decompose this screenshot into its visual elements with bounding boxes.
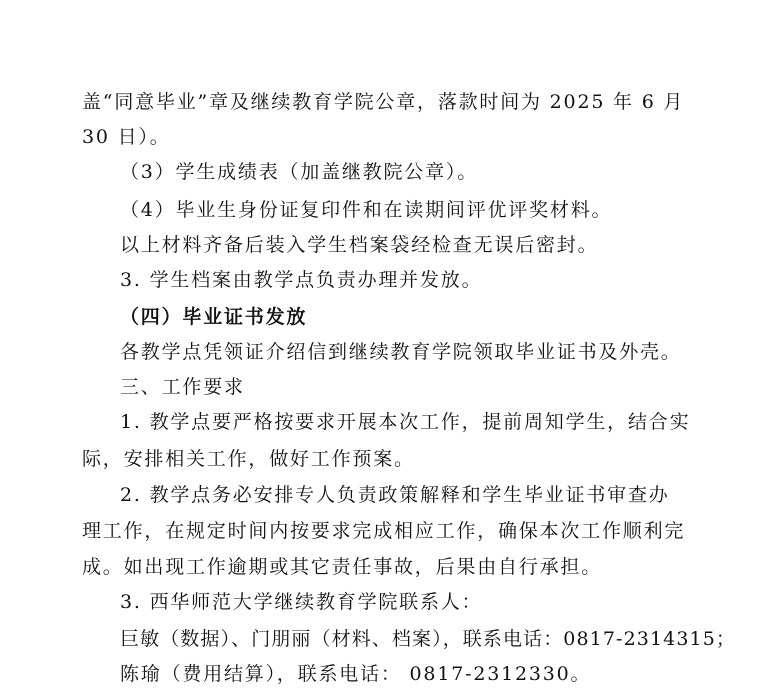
paragraph-line: 盖“同意毕业”章及继续教育学院公章，落款时间为 2025 年 6 月 — [82, 91, 685, 113]
paragraph-line: 30 日）。 — [82, 126, 171, 148]
paragraph-line: 2. 教学点务必安排专人负责政策解释和学生毕业证书审查办 — [120, 484, 670, 506]
paragraph-line: 理工作，在规定时间内按要求完成相应工作，确保本次工作顺利完 — [82, 520, 686, 542]
paragraph-line: 际，安排相关工作，做好工作预案。 — [82, 448, 415, 470]
list-item-3: （3）学生成绩表（加盖继教院公章）。 — [120, 161, 478, 183]
paragraph-line: 3. 西华师范大学继续教育学院联系人： — [120, 591, 483, 613]
paragraph-line: 以上材料齐备后装入学生档案袋经检查无误后密封。 — [120, 234, 599, 256]
section-heading: （四）毕业证书发放 — [120, 306, 308, 328]
paragraph-line: 3. 学生档案由教学点负责办理并发放。 — [120, 269, 483, 291]
contact-line: 陈瑜（费用结算），联系电话： 0817-2312330。 — [120, 663, 592, 685]
paragraph-line: 各教学点凭领证介绍信到继续教育学院领取毕业证书及外壳。 — [120, 341, 682, 363]
list-item-4: （4）毕业生身份证复印件和在读期间评优评奖材料。 — [120, 199, 613, 221]
paragraph-line: 成。如出现工作逾期或其它责任事故，后果由自行承担。 — [82, 556, 603, 578]
section-heading: 三、工作要求 — [120, 376, 245, 398]
paragraph-line: 1. 教学点要严格按要求开展本次工作，提前周知学生，结合实 — [120, 411, 691, 433]
contact-line: 巨敏（数据）、门朋丽（材料、档案），联系电话：0817-2314315； — [120, 628, 736, 650]
